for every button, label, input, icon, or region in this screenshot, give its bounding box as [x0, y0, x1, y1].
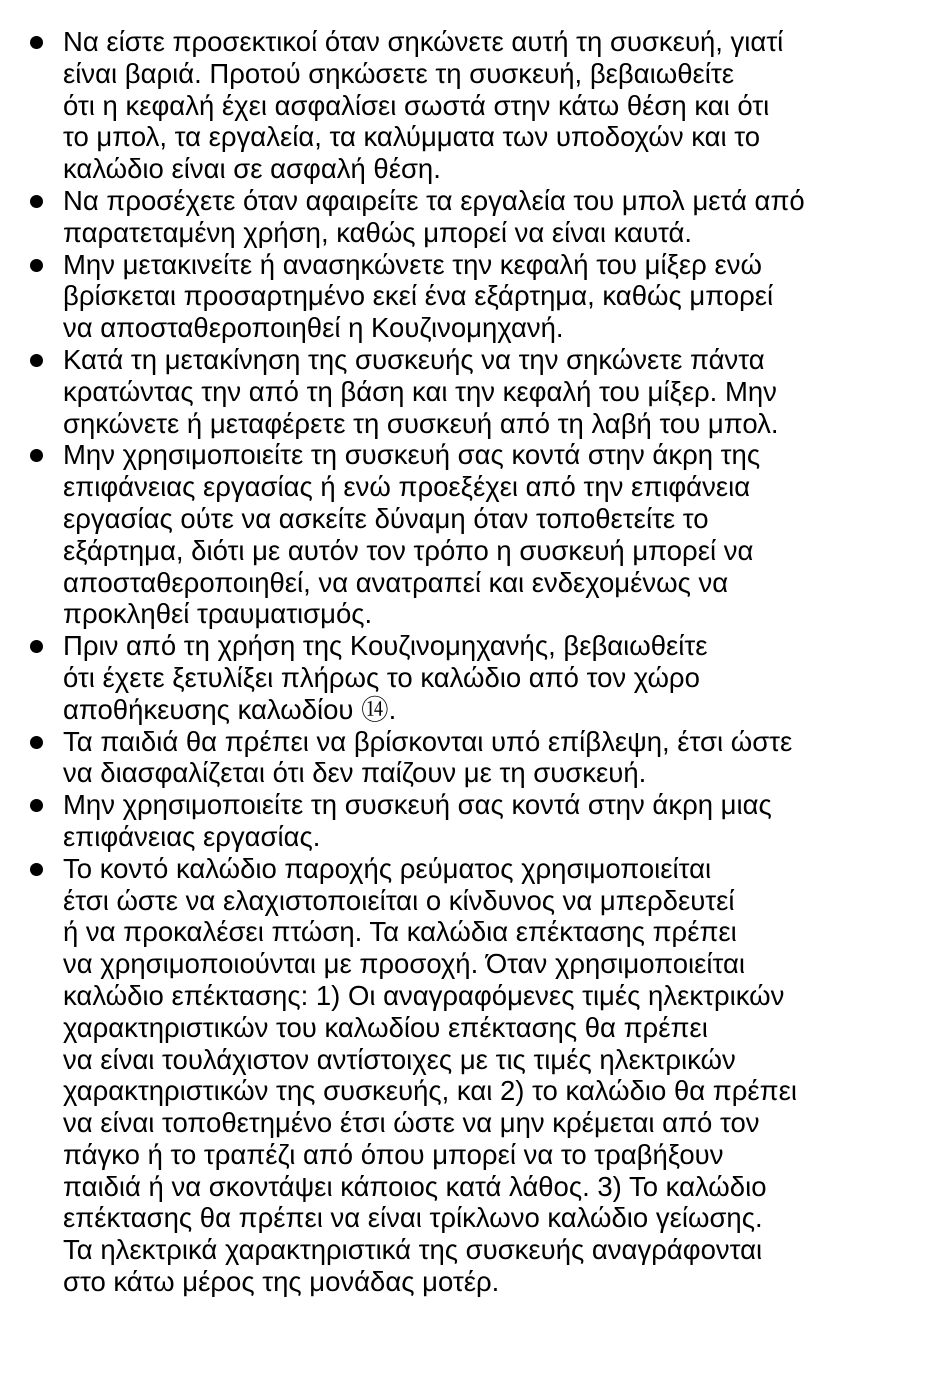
bullet-icon: [30, 863, 43, 876]
list-item: [0, 789, 950, 853]
list-item-text: Το κοντό καλώδιο παροχής ρεύματος χρησιμοποιείται έτσι ώστε να ελαχιστοποιείται ο κίνδυνος να μπερδευτεί ή να προκαλέσει πτώση. Τα καλώδια επέκτασης πρέπει να χρησιμοποιούνται με προσοχή. Όταν χρησιμοποιείται καλώδιο επέκτασης: 1) Οι αναγραφόμενες τιμές ηλεκτρικών χαρακτηριστικών του καλωδίου επέκτασης θα πρέπει να είναι τουλάχιστον αντίστοιχες με τις τιμές ηλεκτρικών χαρακτηριστικών της συσκευής, και 2) το καλώδιο θα πρέπει να είναι τοποθετημένο έτσι ώστε να μην κρέμεται από τον πάγκο ή το τραπέζι από όπου μπορεί να το τραβήξουν παιδιά ή να σκοντάψει κάποιος κατά λάθος. 3) Το καλώδιο επέκτασης θα πρέπει να είναι τρίκλωνο καλώδιο γείωσης. Τα ηλεκτρικά χαρακτηριστικά της συσκευής αναγράφονται στο κάτω μέρος της μονάδας μοτέρ.: [63, 852, 798, 1298]
list-item: [0, 185, 950, 249]
list-item: [0, 26, 950, 185]
list-item: [0, 853, 950, 1298]
bullet-icon: [30, 354, 43, 367]
document-page: [0, 26, 950, 1298]
list-item-text: Μην μετακινείτε ή ανασηκώνετε την κεφαλή του μίξερ ενώ βρίσκεται προσαρτημένο εκεί ένα εξάρτημα, καθώς μπορεί να αποσταθεροποιηθεί η Κουζινομηχανή.: [63, 248, 774, 344]
list-item-text: Τα παιδιά θα πρέπει να βρίσκονται υπό επίβλεψη, έτσι ώστε να διασφαλίζεται ότι δεν παίζουν με τη συσκευή.: [63, 725, 793, 789]
list-item: [0, 726, 950, 790]
bullet-icon: [30, 36, 43, 49]
bullet-icon: [30, 736, 43, 749]
bullet-icon: [30, 259, 43, 272]
safety-bullet-list: [0, 26, 950, 1298]
list-item-text: Να προσέχετε όταν αφαιρείτε τα εργαλεία του μπολ μετά από παρατεταμένη χρήση, καθώς μπορεί να είναι καυτά.: [63, 184, 805, 248]
bullet-icon: [30, 449, 43, 462]
list-item-text: Μην χρησιμοποιείτε τη συσκευή σας κοντά στην άκρη μιας επιφάνειας εργασίας.: [63, 789, 772, 852]
list-item-text: Κατά τη μετακίνηση της συσκευής να την σηκώνετε πάντα κρατώντας την από τη βάση και την κεφαλή του μίξερ. Μην σηκώνετε ή μεταφέρετε τη συσκευή από τη λαβή του μπολ.: [63, 343, 779, 439]
list-item: [0, 249, 950, 344]
bullet-icon: [30, 195, 43, 208]
list-item-text: Να είστε προσεκτικοί όταν σηκώνετε αυτή τη συσκευή, γιατί είναι βαριά. Προτού σηκώσετε τη συσκευή, βεβαιωθείτε ότι η κεφαλή έχει ασφαλίσει σωστά στην κάτω θέση και ότι το μπολ, τα εργαλεία, τα καλύμματα των υποδοχών και το καλώδιο είναι σε ασφαλή θέση.: [63, 26, 784, 185]
bullet-icon: [30, 640, 43, 653]
list-item-text: Πριν από τη χρήση της Κουζινομηχανής, βεβαιωθείτε ότι έχετε ξετυλίξει πλήρως το καλώδιο από τον χώρο αποθήκευσης καλωδίου ⑭.: [63, 630, 708, 725]
list-item-text: Μην χρησιμοποιείτε τη συσκευή σας κοντά στην άκρη της επιφάνειας εργασίας ή ενώ προεξέχει από την επιφάνεια εργασίας ούτε να ασκείτε δύναμη όταν τοποθετείτε το εξάρτημα, διότι με αυτόν τον τρόπο η συσκευή μπορεί να αποσταθεροποιηθεί, να ανατραπεί και ενδεχομένως να προκληθεί τραυματισμός.: [63, 439, 761, 630]
list-item: [0, 344, 950, 439]
list-item: [0, 439, 950, 630]
list-item: [0, 630, 950, 725]
bullet-icon: [30, 799, 43, 812]
